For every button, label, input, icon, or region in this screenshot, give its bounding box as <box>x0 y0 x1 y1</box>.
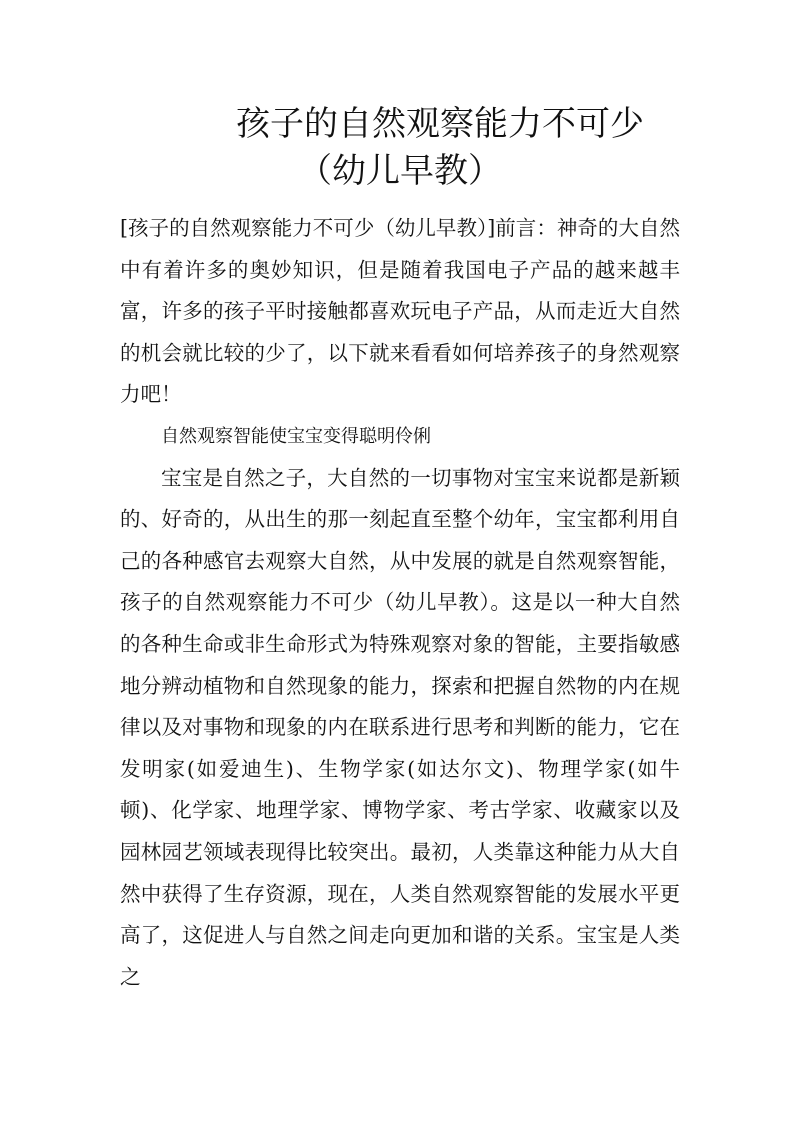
body-paragraph: 宝宝是自然之子，大自然的一切事物对宝宝来说都是新颖的、好奇的，从出生的那一刻起直至整个幼年，宝宝都利用自己的各种感官去观察大自然，从中发展的就是自然观察智能，孩子的自然观察能力不可少（幼儿早教）。这是以一种大自然的各种生命或非生命形式为特殊观察对象的智能，主要指敏感地分辨动植物和自然现象的能力，探索和把握自然物的内在规律以及对事物和现象的内在联系进行思考和判断的能力，它在发明家(如爱迪生)、生物学家(如达尔文)、物理学家(如牛顿)、化学家、地理学家、博物学家、考古学家、收藏家以及园林园艺领域表现得比较突出。最初，人类靠这种能力从大自然中获得了生存资源，现在，人类自然观察智能的发展水平更高了，这促进人与自然之间走向更加和谐的关系。宝宝是人类之 <box>120 465 680 989</box>
document-body <box>120 208 680 998</box>
intro-paragraph: [孩子的自然观察能力不可少（幼儿早教）]前言：神奇的大自然中有着许多的奥妙知识，但是随着我国电子产品的越来越丰富，许多的孩子平时接触都喜欢玩电子产品，从而走近大自然的机会就比较的少了，以下就来看看如何培养孩子的身然观察力吧！ <box>120 216 680 407</box>
section-subheading: 自然观察智能使宝宝变得聪明伶俐 <box>161 425 431 447</box>
document-title: 孩子的自然观察能力不可少 <box>236 104 644 144</box>
document-title-subtitle: （幼儿早教） <box>298 151 502 191</box>
